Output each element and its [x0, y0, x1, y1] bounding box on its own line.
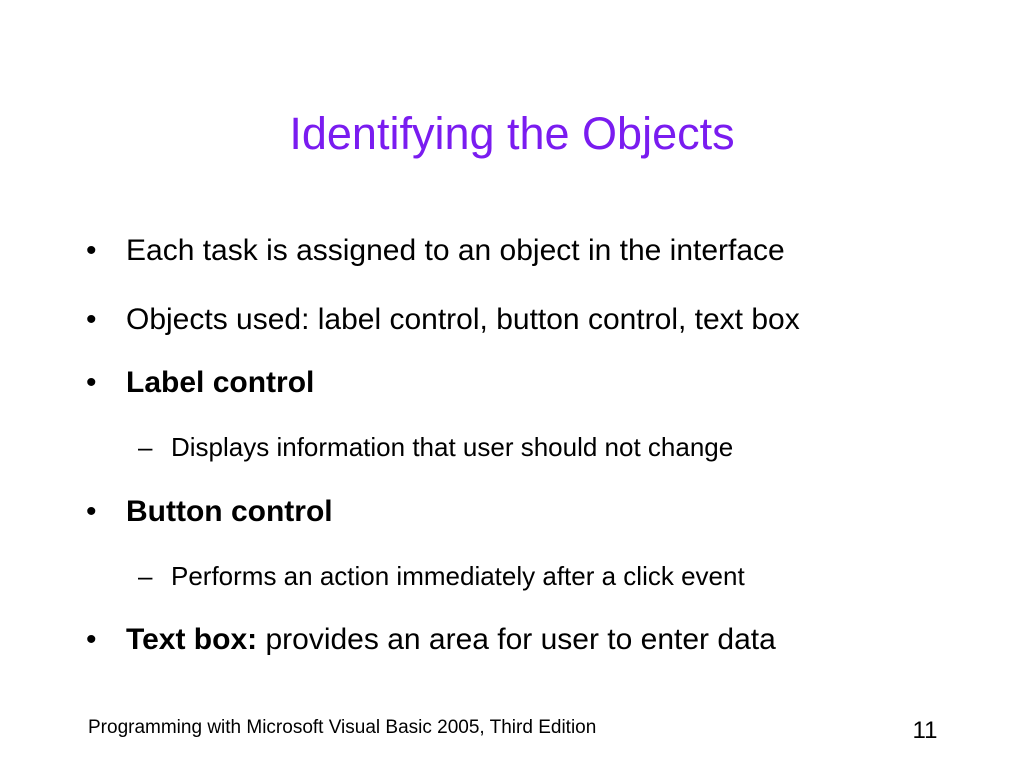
sub-bullet-marker: –: [138, 561, 153, 591]
bullet-marker: •: [86, 623, 97, 656]
bullet-bold-term: Text box:: [126, 623, 258, 656]
footer-text: Programming with Microsoft Visual Basic 2005, Third Edition: [88, 717, 597, 738]
bullet-marker: •: [86, 495, 97, 528]
bullet-text: [126, 620, 776, 660]
bullet-marker: •: [86, 366, 97, 399]
bullet-text: Objects used: label control, button control, text box: [126, 303, 800, 336]
bullet-text: Button control: [126, 495, 333, 528]
bullet-text: Label control: [126, 366, 315, 399]
bullet-marker: •: [86, 303, 97, 336]
bullet-rest-text: provides an area for user to enter data: [257, 623, 776, 656]
bullet-marker: •: [86, 234, 97, 267]
sub-bullet-text: Performs an action immediately after a click event: [171, 561, 745, 591]
page-number: 11: [912, 717, 938, 744]
bullet-text: Each task is assigned to an object in the interface: [126, 234, 785, 267]
sub-bullet-text: Displays information that user should not change: [171, 432, 734, 462]
sub-bullet-marker: –: [138, 432, 153, 462]
slide-title: Identifying the Objects: [289, 108, 735, 159]
